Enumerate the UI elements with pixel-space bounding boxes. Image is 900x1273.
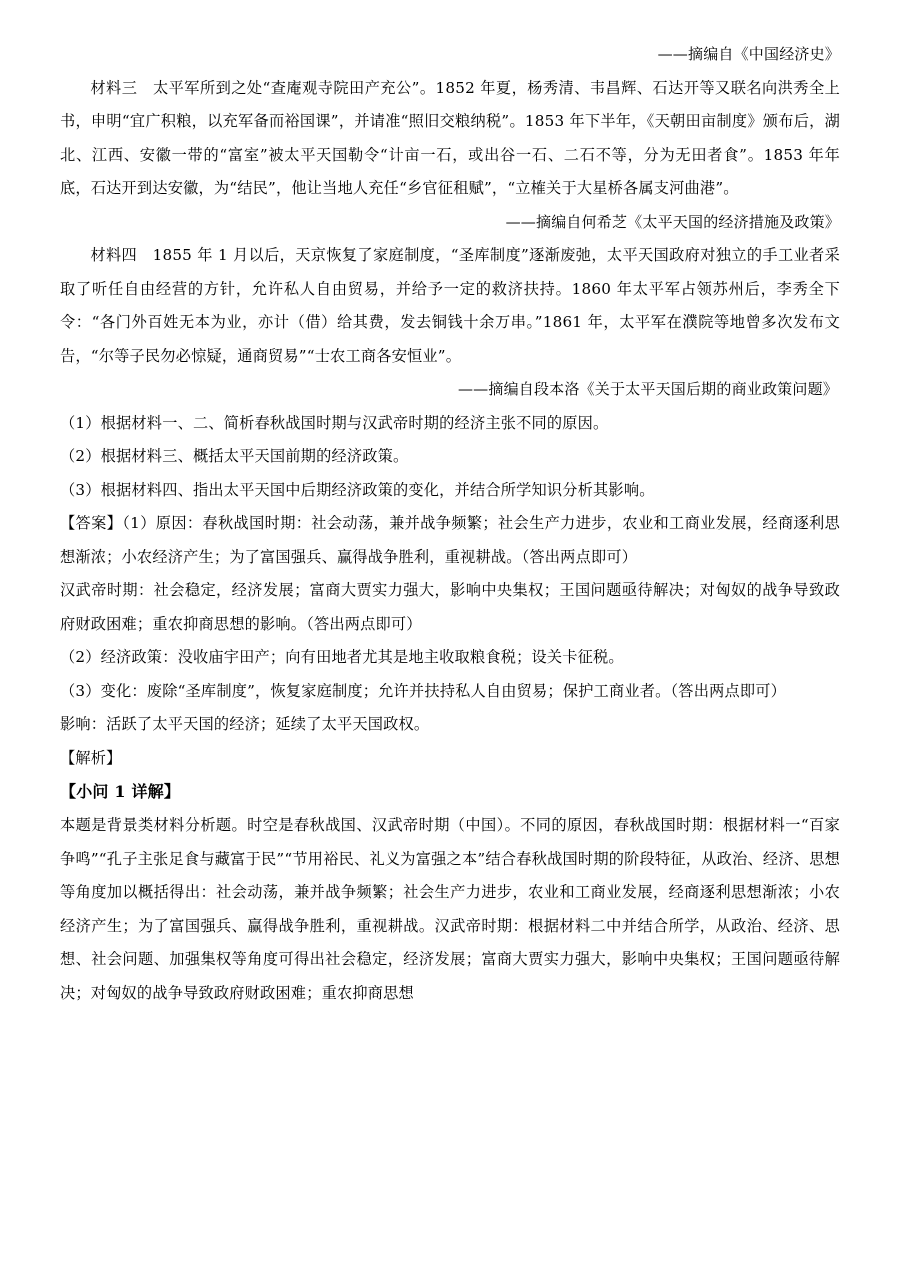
question-item-1: （1）根据材料一、二、简析春秋战国时期与汉武帝时期的经济主张不同的原因。 — [60, 413, 609, 432]
source-citation-1: ——摘编自《中国经济史》 — [657, 45, 840, 63]
document-content — [60, 38, 840, 1010]
material-three-paragraph: 材料三 太平军所到之处“查庵观寺院田产充公”。1852 年夏，杨秀清、韦昌辉、石达开等又联名向洪秀全上书，申明“宜广积粮，以充军备而裕国课”，并请准“照旧交粮纳税”。1853 年下半年，《天朝田亩制度》颁布后，湖北、江西、安徽一带的“富室”被太平天国勒令“计亩一石，或出谷一石、二石不等，分为无田者食”。1853 年年底，石达开到达安徽，为“结民”，他让当地人充任“乡官征租赋”，“立榷关于大星桥各属支河曲港”。 — [60, 78, 840, 197]
answer-block-1: 【答案】（1）原因：春秋战国时期：社会动荡，兼并战争频繁；社会生产力进步，农业和工商业发展，经商逐利思想渐浓；小农经济产生；为了富国强兵、赢得战争胜利，重视耕战。（答出两点即可） — [60, 514, 840, 566]
analysis-label: 【解析】 — [60, 748, 122, 767]
answer-block-4: （3）变化：废除“圣库制度”，恢复家庭制度；允许并扶持私人自由贸易；保护工商业者。（答出两点即可） — [60, 681, 787, 700]
question-item-3: （3）根据材料四、指出太平天国中后期经济政策的变化，并结合所学知识分析其影响。 — [60, 480, 655, 499]
answer-block-5: 影响：活跃了太平天国的经济；延续了太平天国政权。 — [60, 715, 430, 733]
sub-question-label: 【小问 1 详解】 — [60, 782, 181, 801]
analysis-paragraph: 本题是背景类材料分析题。时空是春秋战国、汉武帝时期（中国）。不同的原因，春秋战国时期：根据材料一“百家争鸣”“孔子主张足食与藏富于民”“节用裕民、礼义为富强之本”结合春秋战国时期的阶段特征，从政治、经济、思想等角度加以概括得出：社会动荡，兼并战争频繁；社会生产力进步，农业和工商业发展，经商逐利思想渐浓；小农经济产生；为了富国强兵、赢得战争胜利，重视耕战。汉武帝时期：根据材料二中并结合所学，从政治、经济、思想、社会问题、加强集权等角度可得出社会稳定，经济发展；富商大贾实力强大，影响中央集权；王国问题亟待解决；对匈奴的战争导致政府财政困难；重农抑商思想 — [60, 816, 840, 1002]
material-four-paragraph: 材料四 1855 年 1 月以后，天京恢复了家庭制度，“圣库制度”逐渐废弛，太平天国政府对独立的手工业者采取了听任自由经营的方针，允许私人自由贸易，并给予一定的救济扶持。1860 年太平军占领苏州后，李秀全下令：“各门外百姓无本为业，亦计（借）给其费，发去铜钱十余万串。”1861 年，太平军在濮院等地曾多次发布文告，“尔等子民勿必惊疑，通商贸易”“士农工商各安恒业”。 — [60, 246, 840, 365]
question-item-2: （2）根据材料三、概括太平天国前期的经济政策。 — [60, 447, 409, 465]
source-citation-2: ——摘编自何希芝《太平天国的经济措施及政策》 — [505, 212, 840, 231]
source-citation-3: ——摘编自段本洛《关于太平天国后期的商业政策问题》 — [457, 380, 838, 398]
answer-block-3: （2）经济政策：没收庙宇田产；向有田地者尤其是地主收取粮食税；设关卡征税。 — [60, 648, 624, 666]
answer-block-2: 汉武帝时期：社会稳定，经济发展；富商大贾实力强大，影响中央集权；王国问题亟待解决；对匈奴的战争导致政府财政困难；重农抑商思想的影响。（答出两点即可） — [60, 581, 840, 633]
